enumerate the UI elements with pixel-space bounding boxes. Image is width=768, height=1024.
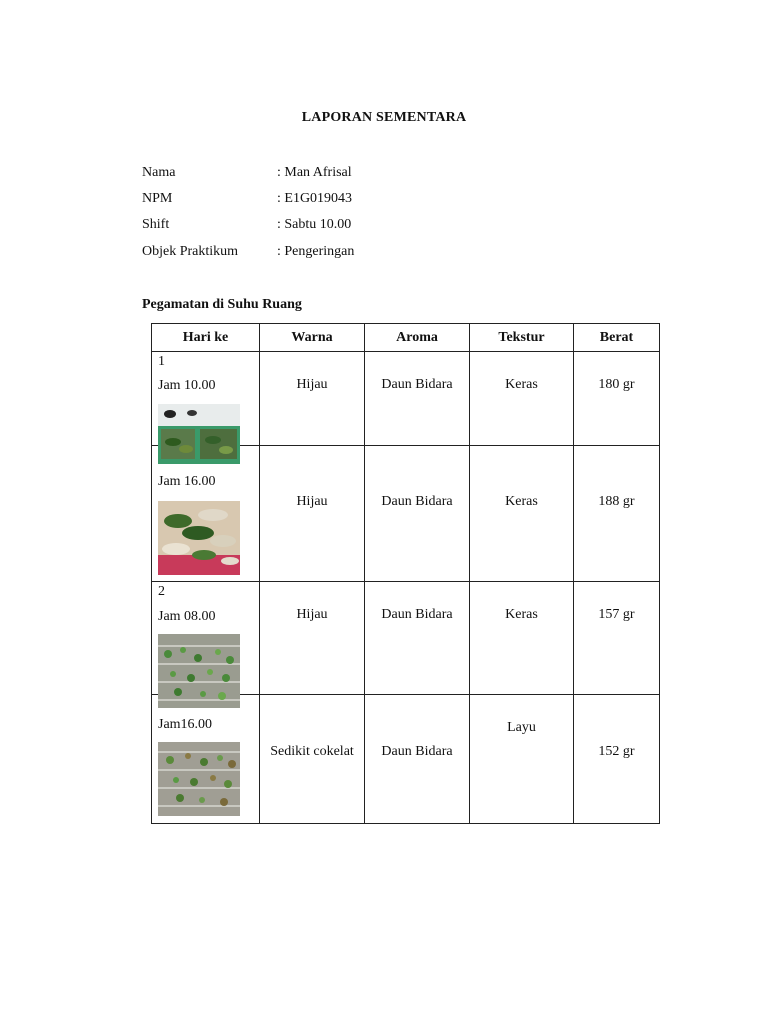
- cell-aroma: [365, 582, 470, 695]
- info-value: : Sabtu 10.00: [277, 217, 352, 232]
- info-value: : Man Afrisal: [277, 165, 352, 180]
- info-label: NPM: [142, 191, 173, 206]
- info-label: Objek Praktikum: [142, 244, 239, 259]
- tekstur-value: Keras: [505, 494, 538, 509]
- time-label: Jam 08.00: [158, 609, 216, 624]
- info-label: Nama: [142, 165, 176, 180]
- cell-berat: [574, 352, 660, 446]
- cell-tekstur: [470, 446, 574, 582]
- warna-value: Hijau: [296, 607, 328, 622]
- cell-warna: [260, 582, 365, 695]
- header-hari: Hari ke: [152, 324, 260, 352]
- header-aroma: Aroma: [365, 324, 470, 352]
- cell-aroma: [365, 695, 470, 824]
- info-value: : E1G019043: [277, 191, 353, 206]
- tekstur-value: Keras: [505, 377, 538, 392]
- cell-tekstur: [470, 352, 574, 446]
- day-number: 1: [158, 354, 165, 369]
- time-label: Jam 16.00: [158, 474, 216, 489]
- cell-aroma: [365, 352, 470, 446]
- observation-table: [151, 323, 660, 824]
- section-title: Pegamatan di Suhu Ruang: [142, 297, 302, 312]
- tekstur-value: Keras: [505, 607, 538, 622]
- warna-value: Hijau: [296, 494, 328, 509]
- cell-warna: [260, 695, 365, 824]
- cell-tekstur: [470, 582, 574, 695]
- berat-value: 152 gr: [598, 744, 635, 759]
- aroma-value: Daun Bidara: [381, 744, 453, 759]
- berat-value: 188 gr: [598, 494, 635, 509]
- header-tekstur: Tekstur: [470, 324, 574, 352]
- cell-tekstur: [470, 695, 574, 824]
- time-label: Jam16.00: [158, 717, 213, 732]
- day-number: 2: [158, 584, 165, 599]
- time-label: Jam 10.00: [158, 378, 216, 393]
- warna-value: Hijau: [296, 377, 328, 392]
- cell-berat: [574, 582, 660, 695]
- berat-value: 180 gr: [598, 377, 635, 392]
- table-row: [152, 695, 660, 824]
- cell-hari: [152, 695, 260, 824]
- header-warna: Warna: [260, 324, 365, 352]
- dried-leaves-photo-icon: [158, 742, 240, 816]
- info-value: : Pengeringan: [277, 244, 355, 259]
- cell-berat: [574, 446, 660, 582]
- report-title: LAPORAN SEMENTARA: [301, 110, 467, 125]
- cell-hari: [152, 352, 260, 446]
- aroma-value: Daun Bidara: [381, 377, 453, 392]
- cell-hari: [152, 582, 260, 695]
- cell-warna: [260, 352, 365, 446]
- table-row: [152, 446, 660, 582]
- table-row: [152, 352, 660, 446]
- cell-hari: [152, 446, 260, 582]
- cell-warna: [260, 446, 365, 582]
- berat-value: 157 gr: [598, 607, 635, 622]
- table-header-row: [152, 324, 660, 352]
- cell-aroma: [365, 446, 470, 582]
- aroma-value: Daun Bidara: [381, 607, 453, 622]
- warna-value: Sedikit cokelat: [270, 744, 354, 759]
- aroma-value: Daun Bidara: [381, 494, 453, 509]
- tekstur-value: Layu: [507, 720, 536, 735]
- cell-berat: [574, 695, 660, 824]
- header-berat: Berat: [574, 324, 660, 352]
- dried-leaves-photo-icon: [158, 501, 240, 575]
- info-label: Shift: [142, 217, 170, 232]
- table-row: [152, 582, 660, 695]
